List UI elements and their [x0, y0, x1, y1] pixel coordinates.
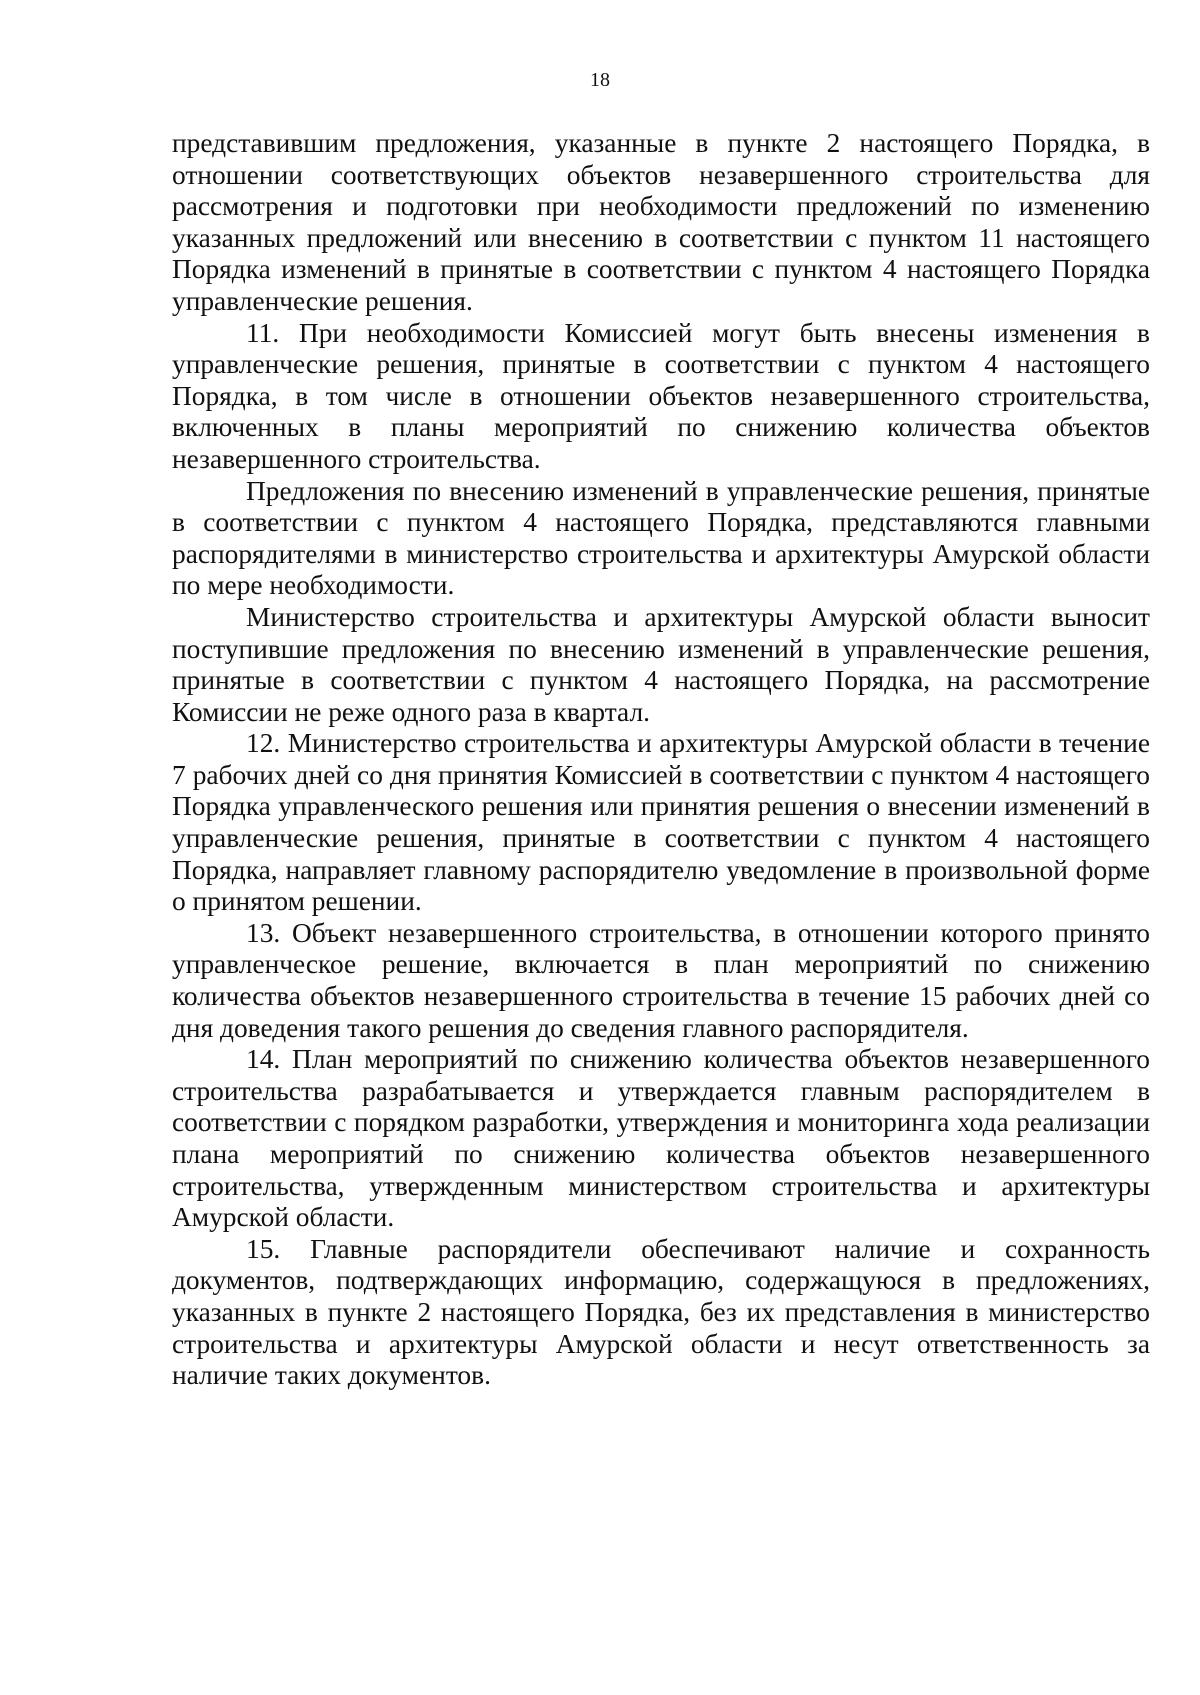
paragraph-item-15: 15. Главные распорядители обеспечивают наличие и сохранность документов, подтверждающих информацию, содержащуюся в предложениях, указанных в пункте 2 настоящего Порядка, без их представления в министерство строительства и архитектуры Амурской области и несут ответственность за наличие таких документов.	[172, 1233, 1150, 1391]
paragraph-item-11: 11. При необходимости Комиссией могут быть внесены изменения в управленческие решения, принятые в соответствии с пунктом 4 настоящего Порядка, в том числе в отношении объектов незавершенного строительства, включенных в планы мероприятий по снижению количества объектов незавершенного строительства.	[172, 317, 1150, 474]
page-number: 18	[590, 69, 610, 91]
paragraph-continuation: представившим предложения, указанные в пункте 2 настоящего Порядка, в отношении соответствующих объектов незавершенного строительства для рассмотрения и подготовки при необходимости предложений по изменению указанных предложений или внесению в соответствии с пунктом 11 настоящего Порядка изменений в принятые в соответствии с пунктом 4 настоящего Порядка управленческие решения.	[172, 128, 1150, 316]
paragraph-item-12: 12. Министерство строительства и архитектуры Амурской области в течение 7 рабочих дней со дня принятия Комиссией в соответствии с пунктом 4 настоящего Порядка управленческого решения или принятия решения о внесении изменений в управленческие решения, принятые в соответствии с пунктом 4 настоящего Порядка, направляет главному распорядителю уведомление в произвольной форме о принятом решении.	[172, 728, 1150, 917]
paragraph-proposals: Предложения по внесению изменений в управленческие решения, принятые в соответствии с пунктом 4 настоящего Порядка, представляются главными распорядителями в министерство строительства и архитектуры Амурской области по мере необходимости.	[172, 475, 1150, 601]
paragraph-item-14: 14. План мероприятий по снижению количества объектов незавершенного строительства разрабатывается и утверждается главным распорядителем в соответствии с порядком разработки, утверждения и мониторинга хода реализации плана мероприятий по снижению количества объектов незавершенного строительства, утвержденным министерством строительства и архитектуры Амурской области.	[172, 1044, 1150, 1233]
document-body	[172, 128, 1150, 1392]
paragraph-item-13: 13. Объект незавершенного строительства, в отношении которого принято управленческое решение, включается в план мероприятий по снижению количества объектов незавершенного строительства в течение 15 рабочих дней со дня доведения такого решения до сведения главного распорядителя.	[172, 917, 1150, 1043]
paragraph-ministry-review: Министерство строительства и архитектуры Амурской области выносит поступившие предложения по внесению изменений в управленческие решения, принятые в соответствии с пунктом 4 настоящего Порядка, на рассмотрение Комиссии не реже одного раза в квартал.	[172, 601, 1150, 727]
